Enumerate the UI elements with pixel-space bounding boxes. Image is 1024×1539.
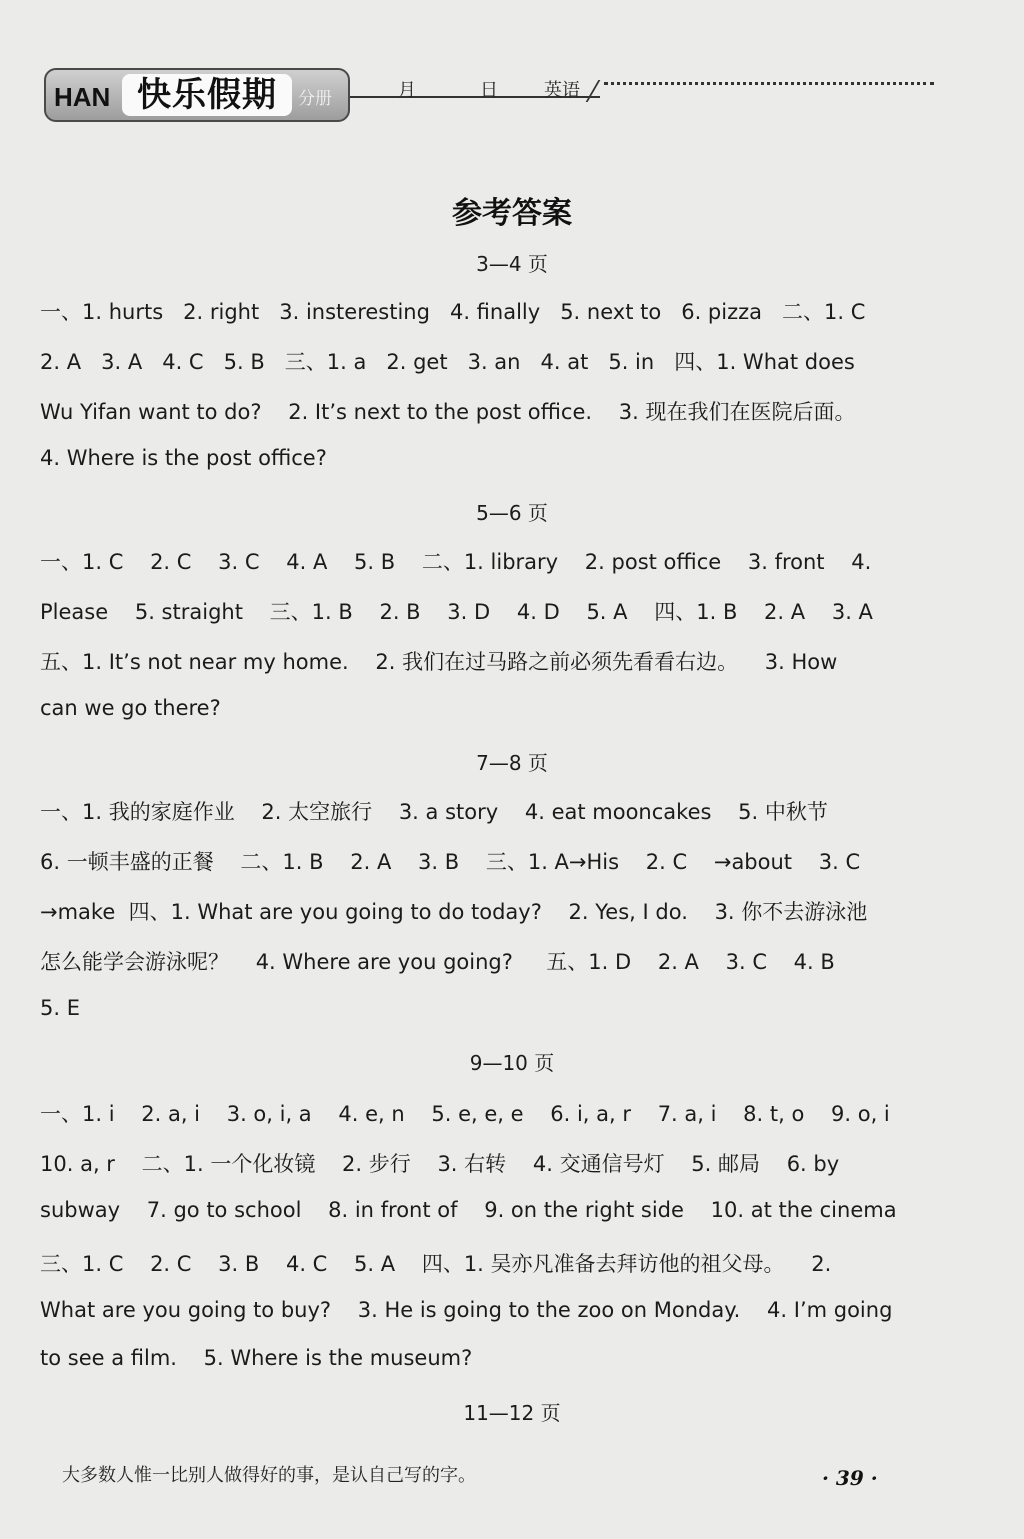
answer-line: 一、1. i 2. a, i 3. o, i, a 4. e, n 5. e, e, e 6. i, a, r 7. a, i 8. t, o 9. o, i — [40, 1102, 890, 1126]
answer-line: 三、1. C 2. C 3. B 4. C 5. A 四、1. 吴亦凡准备去拜访他的祖父母。 2. — [40, 1252, 832, 1276]
answer-line: 2. A 3. A 4. C 5. B 三、1. a 2. get 3. an 4. at 5. in 四、1. What does — [40, 350, 855, 374]
month-field: 月 — [398, 80, 416, 101]
page-number: · 39 · — [822, 1466, 878, 1490]
answer-line: →make 四、1. What are you going to do today? 2. Yes, I do. 3. 你不去游泳池 — [40, 900, 868, 924]
answer-line: subway 7. go to school 8. in front of 9. on the right side 10. at the cinema — [40, 1198, 897, 1222]
header-dotted-rule — [604, 82, 934, 85]
answer-line: 4. Where is the post office? — [40, 446, 327, 470]
page-title: 参考答案 — [452, 196, 572, 231]
series-title: 快乐假期 — [122, 74, 292, 116]
section-heading: 5—6 页 — [476, 501, 548, 525]
header-divider — [586, 80, 601, 102]
answer-line: can we go there? — [40, 696, 221, 720]
answer-line: to see a film. 5. Where is the museum? — [40, 1346, 473, 1370]
answer-line: 五、1. It’s not near my home. 2. 我们在过马路之前必须先看看右边。 3. How — [40, 650, 838, 674]
day-field: 日 — [480, 80, 498, 101]
answer-line: 怎么能学会游泳呢？ 4. Where are you going? 五、1. D 2. A 3. C 4. B — [40, 950, 835, 974]
answer-line: Please 5. straight 三、1. B 2. B 3. D 4. D 5. A 四、1. B 2. A 3. A — [40, 600, 873, 624]
footer-quote: 大多数人惟一比别人做得好的事，是认自己写的字。 — [62, 1465, 476, 1486]
answer-line: 一、1. hurts 2. right 3. insteresting 4. finally 5. next to 6. pizza 二、1. C — [40, 300, 866, 324]
series-badge — [44, 68, 350, 122]
answer-line: Wu Yifan want to do? 2. It’s next to the post office. 3. 现在我们在医院后面。 — [40, 400, 856, 424]
section-heading: 3—4 页 — [476, 252, 548, 276]
page-header — [44, 68, 944, 128]
section-heading: 9—10 页 — [469, 1051, 555, 1075]
answer-line: 一、1. C 2. C 3. C 4. A 5. B 二、1. library 2. post office 3. front 4. — [40, 550, 872, 574]
answer-line: 6. 一顿丰盛的正餐 二、1. B 2. A 3. B 三、1. A→His 2. C →about 3. C — [40, 850, 861, 874]
answer-line: 一、1. 我的家庭作业 2. 太空旅行 3. a story 4. eat mooncakes 5. 中秋节 — [40, 800, 828, 824]
answer-line: 10. a, r 二、1. 一个化妆镜 2. 步行 3. 右转 4. 交通信号灯 5. 邮局 6. by — [40, 1152, 840, 1176]
answer-line: What are you going to buy? 3. He is going to the zoo on Monday. 4. I’m going — [40, 1298, 893, 1322]
series-subtitle: 分册 — [298, 89, 332, 109]
section-heading: 7—8 页 — [476, 751, 548, 775]
answer-line: 5. E — [40, 996, 80, 1020]
section-heading: 11—12 页 — [463, 1401, 561, 1425]
brand-logo: HAN — [54, 82, 111, 112]
subject-field: 英语 — [544, 80, 580, 101]
